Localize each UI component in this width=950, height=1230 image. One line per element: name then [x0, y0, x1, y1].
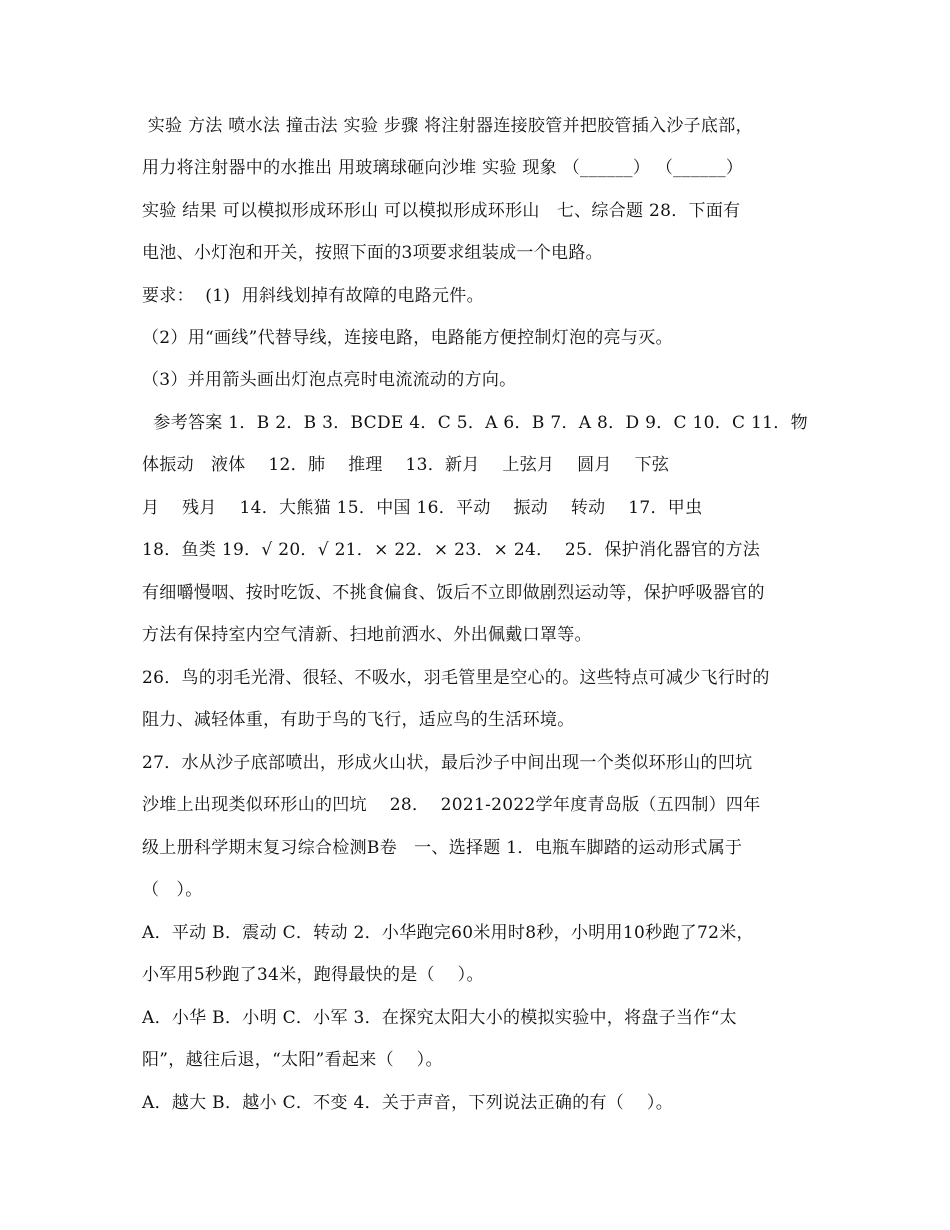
text-line: 27．水从沙子底部喷出，形成火山状，最后沙子中间出现一个类似环形山的凹坑	[142, 753, 753, 773]
text-line: 体振动 液体 12．肺 推理 13．新月 上弦月 圆月 下弦	[142, 455, 670, 475]
text-line: （ ）。	[142, 880, 203, 900]
text-line: A．平动 B．震动 C．转动 2．小华跑完60米用时8秒，小明用10秒跑了72米，	[142, 923, 754, 943]
text-line: 方法有保持室内空气清新、扫地前洒水、外出佩戴口罩等。	[142, 625, 592, 645]
text-line: A．小华 B．小明 C．小军 3．在探究太阳大小的模拟实验中，将盘子当作“太	[142, 1008, 737, 1028]
text-line: 电池、小灯泡和开关，按照下面的3项要求组装成一个电路。	[142, 243, 603, 263]
text-line: （2）用“画线”代替导线，连接电路，电路能方便控制灯泡的亮与灭。	[142, 328, 673, 348]
text-line: 实验 结果 可以模拟形成环形山 可以模拟形成环形山 七、综合题 28．下面有	[142, 201, 741, 221]
text-line: 沙堆上出现类似环形山的凹坑 28． 2021-2022学年度青岛版（五四制）四年	[142, 795, 761, 815]
text-line: 小军用5秒跑了34米，跑得最快的是（ ）。	[142, 965, 484, 985]
text-line: （3）并用箭头画出灯泡点亮时电流流动的方向。	[142, 370, 517, 390]
text-line: 26．鸟的羽毛光滑、很轻、不吸水，羽毛管里是空心的。这些特点可减少飞行时的	[142, 668, 770, 688]
text-line: 参考答案 1．B 2．B 3．BCDE 4．C 5．A 6．B 7．A 8．D 9．C 10．C 11．物	[142, 413, 808, 433]
text-line: 18．鱼类 19．√ 20．√ 21．× 22．× 23．× 24． 25．保护消化器官的方法	[142, 540, 761, 560]
text-line: A．越大 B．越小 C．不变 4．关于声音，下列说法正确的有（ ）。	[142, 1093, 674, 1113]
text-line: 月 残月 14．大熊猫 15．中国 16．平动 振动 转动 17．甲虫	[142, 498, 703, 518]
text-line: 有细嚼慢咽、按时吃饭、不挑食偏食、饭后不立即做剧烈运动等，保护呼吸器官的	[142, 583, 765, 603]
text-line: 阻力、减轻体重，有助于鸟的飞行，适应鸟的生活环境。	[142, 710, 575, 730]
text-line: 级上册科学期末复习综合检测B卷 一、选择题 1．电瓶车脚踏的运动形式属于	[142, 838, 743, 858]
text-line: 要求： (1) 用斜线划掉有故障的电路元件。	[142, 286, 484, 306]
text-line: 实验 方法 喷水法 撞击法 实验 步骤 将注射器连接胶管并把胶管插入沙子底部，	[142, 116, 753, 136]
text-line: 用力将注射器中的水推出 用玻璃球砸向沙堆 实验 现象 （______） （______）	[142, 158, 744, 178]
text-line: 阳”，越往后退，“太阳”看起来（ ）。	[142, 1050, 443, 1070]
